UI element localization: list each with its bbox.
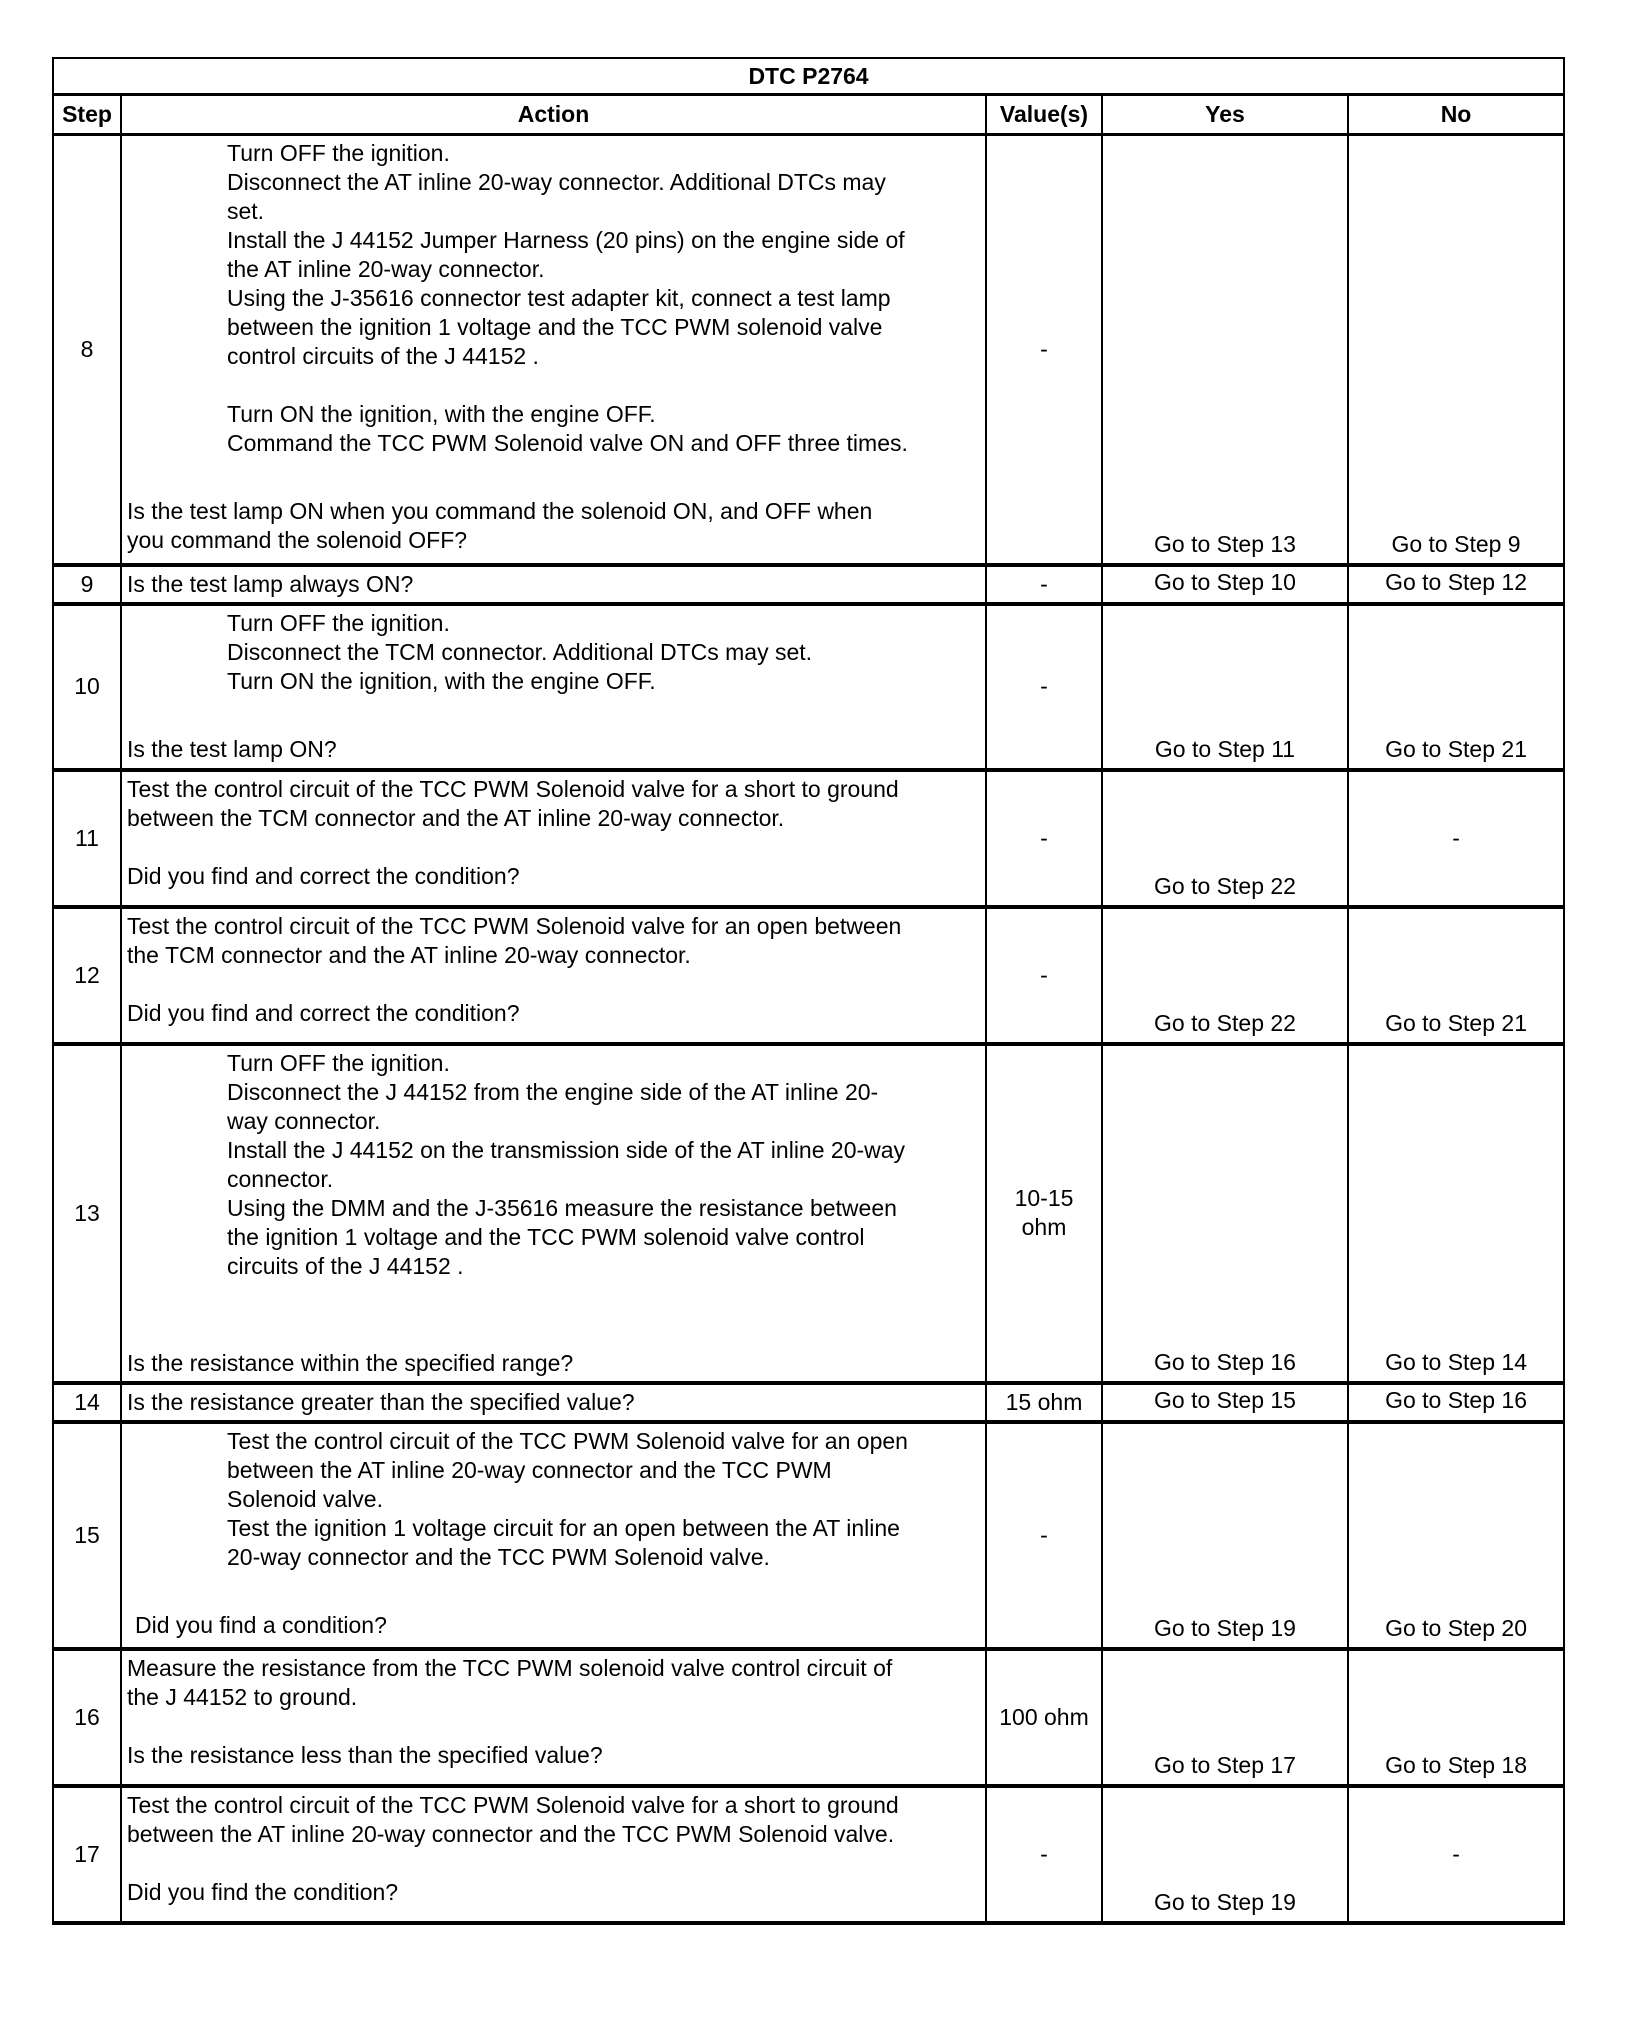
- value-cell: -: [986, 1422, 1102, 1649]
- action-line: Disconnect the J 44152 from the engine side of the AT inline 20-: [227, 1078, 879, 1105]
- value-line: 10-15: [1014, 1185, 1074, 1211]
- action-question: Is the test lamp ON?: [127, 735, 337, 762]
- step-number: 11: [53, 770, 121, 907]
- action-line: Test the control circuit of the TCC PWM Solenoid valve for a short to ground: [127, 1791, 899, 1818]
- action-line: Install the J 44152 Jumper Harness (20 pins) on the engine side of: [227, 227, 905, 253]
- action-line: connector.: [227, 1165, 334, 1192]
- table-row-step-17: [53, 1786, 1564, 1923]
- value-cell: 100 ohm: [986, 1649, 1102, 1786]
- action-cell: [121, 770, 986, 907]
- step-number: 10: [53, 604, 121, 770]
- action-line: Disconnect the TCM connector. Additional DTCs may set.: [227, 638, 813, 665]
- action-cell: [121, 1786, 986, 1923]
- action-line: between the AT inline 20-way connector and the TCC PWM: [227, 1456, 832, 1483]
- no-cell: Go to Step 9: [1348, 135, 1564, 565]
- header-no: No: [1348, 95, 1564, 135]
- value-cell: -: [986, 1786, 1102, 1923]
- action-line: Turn OFF the ignition.: [227, 1049, 450, 1076]
- action-cell: [121, 1044, 986, 1383]
- yes-cell: Go to Step 16: [1102, 1044, 1348, 1383]
- no-cell: Go to Step 21: [1348, 907, 1564, 1044]
- action-line: Using the J-35616 connector test adapter kit, connect a test lamp: [227, 285, 891, 311]
- action-cell: [121, 604, 986, 770]
- table-row-step-13: [53, 1044, 1564, 1383]
- action-line: between the AT inline 20-way connector and the TCC PWM Solenoid valve.: [127, 1820, 895, 1847]
- no-cell: -: [1348, 1786, 1564, 1923]
- action-line: 20-way connector and the TCC PWM Solenoid valve.: [227, 1543, 770, 1570]
- action-line: set.: [227, 198, 265, 224]
- step-number: 8: [53, 135, 121, 565]
- action-line: circuits of the J 44152 .: [227, 1252, 464, 1279]
- table-row-step-14: [53, 1383, 1564, 1422]
- step-number: 14: [53, 1383, 121, 1422]
- no-cell: Go to Step 18: [1348, 1649, 1564, 1786]
- no-cell: Go to Step 16: [1348, 1383, 1564, 1422]
- header-step: Step: [53, 95, 121, 135]
- header-yes: Yes: [1102, 95, 1348, 135]
- value-cell: -: [986, 135, 1102, 565]
- table-row-step-12: [53, 907, 1564, 1044]
- action-line: Solenoid valve.: [227, 1485, 383, 1512]
- value-cell: -: [986, 604, 1102, 770]
- action-line: Turn OFF the ignition.: [227, 609, 450, 636]
- action-line: Using the DMM and the J-35616 measure the resistance between: [227, 1194, 897, 1221]
- action-line: Test the control circuit of the TCC PWM Solenoid valve for an open: [227, 1427, 908, 1454]
- action-question: Is the resistance greater than the specified value?: [121, 1383, 986, 1422]
- action-line: the ignition 1 voltage and the TCC PWM solenoid valve control: [227, 1223, 865, 1250]
- action-question: Is the resistance less than the specified value?: [127, 1741, 603, 1768]
- value-cell: [986, 1044, 1102, 1383]
- no-cell: Go to Step 12: [1348, 565, 1564, 604]
- action-line: the AT inline 20-way connector.: [227, 256, 545, 282]
- table-row-step-16: [53, 1649, 1564, 1786]
- action-line: control circuits of the J 44152 .: [227, 343, 539, 369]
- yes-cell: Go to Step 19: [1102, 1786, 1348, 1923]
- no-cell: -: [1348, 770, 1564, 907]
- action-question: you command the solenoid OFF?: [127, 527, 468, 553]
- step-number: 16: [53, 1649, 121, 1786]
- no-cell: Go to Step 20: [1348, 1422, 1564, 1649]
- action-line: between the TCM connector and the AT inline 20-way connector.: [127, 804, 785, 831]
- step-number: 15: [53, 1422, 121, 1649]
- table-row-step-8: [53, 135, 1564, 565]
- value-cell: -: [986, 770, 1102, 907]
- action-cell: [121, 135, 986, 565]
- value-cell: 15 ohm: [986, 1383, 1102, 1422]
- dtc-diagnostic-table: [52, 57, 1565, 1925]
- action-question: Did you find and correct the condition?: [127, 999, 520, 1026]
- table-header-row: [53, 95, 1564, 135]
- table-row-step-11: [53, 770, 1564, 907]
- action-line: Turn ON the ignition, with the engine OFF.: [227, 401, 656, 427]
- action-question: Is the resistance within the specified range?: [127, 1349, 574, 1376]
- action-line: way connector.: [227, 1107, 381, 1134]
- table-title-row: [53, 58, 1564, 95]
- action-line: Disconnect the AT inline 20-way connector. Additional DTCs may: [227, 169, 886, 195]
- step-number: 13: [53, 1044, 121, 1383]
- yes-cell: Go to Step 22: [1102, 770, 1348, 907]
- action-question: Is the test lamp ON when you command the solenoid ON, and OFF when: [127, 498, 873, 524]
- action-question: Did you find a condition?: [135, 1611, 387, 1638]
- table-row-step-10: [53, 604, 1564, 770]
- value-line: ohm: [1021, 1214, 1067, 1240]
- action-cell: [121, 1649, 986, 1786]
- yes-cell: Go to Step 10: [1102, 565, 1348, 604]
- no-cell: Go to Step 14: [1348, 1044, 1564, 1383]
- table-row-step-9: [53, 565, 1564, 604]
- action-line: the J 44152 to ground.: [127, 1683, 358, 1710]
- action-line: Measure the resistance from the TCC PWM solenoid valve control circuit of: [127, 1654, 893, 1681]
- step-number: 17: [53, 1786, 121, 1923]
- value-cell: -: [986, 565, 1102, 604]
- yes-cell: Go to Step 17: [1102, 1649, 1348, 1786]
- header-action: Action: [121, 95, 986, 135]
- action-cell: [121, 1422, 986, 1649]
- action-line: the TCM connector and the AT inline 20-way connector.: [127, 941, 691, 968]
- yes-cell: Go to Step 19: [1102, 1422, 1348, 1649]
- action-line: Command the TCC PWM Solenoid valve ON and OFF three times.: [227, 430, 908, 456]
- action-question: Did you find the condition?: [127, 1878, 399, 1905]
- step-number: 9: [53, 565, 121, 604]
- action-line: Turn ON the ignition, with the engine OFF.: [227, 667, 656, 694]
- action-line: Install the J 44152 on the transmission side of the AT inline 20-way: [227, 1136, 906, 1163]
- action-question: Did you find and correct the condition?: [127, 862, 520, 889]
- table-row-step-15: [53, 1422, 1564, 1649]
- header-values: Value(s): [986, 95, 1102, 135]
- action-line: Test the control circuit of the TCC PWM Solenoid valve for a short to ground: [127, 775, 899, 802]
- yes-cell: Go to Step 11: [1102, 604, 1348, 770]
- yes-cell: Go to Step 13: [1102, 135, 1348, 565]
- value-cell: -: [986, 907, 1102, 1044]
- table-title: DTC P2764: [53, 58, 1564, 95]
- no-cell: Go to Step 21: [1348, 604, 1564, 770]
- action-line: Test the control circuit of the TCC PWM Solenoid valve for an open between: [127, 912, 902, 939]
- action-line: between the ignition 1 voltage and the TCC PWM solenoid valve: [227, 314, 883, 340]
- step-number: 12: [53, 907, 121, 1044]
- action-line: Test the ignition 1 voltage circuit for an open between the AT inline: [227, 1514, 900, 1541]
- yes-cell: Go to Step 15: [1102, 1383, 1348, 1422]
- action-line: Turn OFF the ignition.: [227, 140, 450, 166]
- action-cell: [121, 907, 986, 1044]
- yes-cell: Go to Step 22: [1102, 907, 1348, 1044]
- action-question: Is the test lamp always ON?: [121, 565, 986, 604]
